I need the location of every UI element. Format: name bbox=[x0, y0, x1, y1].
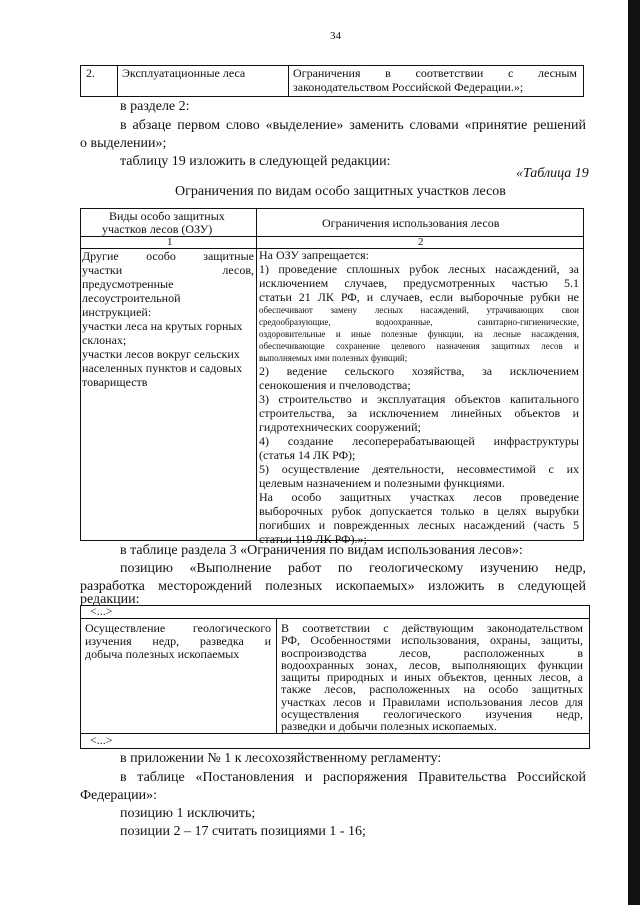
table19-col2-line: оздоровительные и иные полезные функции, на лесные насаждения, bbox=[259, 329, 579, 339]
table19-col2-line: 5) осуществление деятельности, несовместимой с их bbox=[259, 462, 579, 476]
table19-col2-line: На ОЗУ запрещается: bbox=[259, 248, 369, 262]
table19-col1-line: населенных пунктов и садовых bbox=[82, 361, 243, 375]
table19-col2-line: гидротехнических сооружений; bbox=[259, 420, 421, 434]
top-row-number: 2. bbox=[86, 66, 95, 80]
table19-col2-line: статьи 119 ЛК РФ).»; bbox=[259, 532, 367, 546]
table19-col1-line: предусмотренные bbox=[82, 277, 174, 291]
geo-col1-line: изучения недр, разведка и bbox=[85, 634, 271, 648]
geo-col2-line: водоохранных зонах, лесов, выполняющих функции bbox=[281, 657, 583, 672]
geo-col1-cell bbox=[85, 622, 271, 661]
table19-header-col1-line2: участков лесов (ОЗУ) bbox=[102, 222, 213, 236]
top-row-divider-2 bbox=[288, 65, 289, 97]
top-row-restriction-line1: Ограничения в соответствии с лесным bbox=[293, 66, 577, 80]
table19-col2-line: обеспечивающие сохранение целевого назначения защитных лесов и bbox=[259, 341, 579, 351]
table19-col2-line: строительства, за исключением линейных объектов и bbox=[259, 406, 579, 420]
geo-table-col-divider bbox=[276, 618, 277, 733]
table19-col2-line: средообразующие, водоохранные, санитарно-гигиенические, bbox=[259, 317, 579, 327]
top-row-restriction-line2: законодательством Российской Федерации.»; bbox=[293, 80, 524, 94]
table19-col2-line: сенокошения и пчеловодства; bbox=[259, 378, 411, 392]
table19-col1-line: Другие особо защитные bbox=[82, 249, 254, 263]
geo-col2-line: также лесов, расположенных на особо защитных bbox=[281, 682, 583, 697]
table19-col2-line: (статья 14 ЛК РФ); bbox=[259, 448, 356, 462]
table19-title: Ограничения по видам особо защитных участков лесов bbox=[175, 184, 506, 199]
geo-col2-line: РФ, Особенностями использования, охраны, защиты, bbox=[281, 633, 583, 648]
table19-header-rule bbox=[80, 236, 584, 237]
table19-col1-cell bbox=[82, 249, 254, 389]
table19-col2-line: выборочных рубок допускается только в целях вырубки bbox=[259, 504, 579, 518]
section3-line2: позицию «Выполнение работ по геологическому изучению недр, bbox=[120, 561, 586, 576]
table19-col2-line: целевым назначением и полезными функциями. bbox=[259, 476, 505, 490]
table19-col2-line: 1) проведение сплошных рубок лесных насаждений, за bbox=[259, 262, 579, 276]
table19-col-divider bbox=[256, 208, 257, 541]
geo-col1-line: Осуществление геологического bbox=[85, 621, 271, 635]
table19-col1-line: участки лесов вокруг сельских bbox=[82, 347, 240, 361]
appendix-line2: в таблице «Постановления и распоряжения Правительства Российской bbox=[120, 770, 586, 785]
appendix-line4: позицию 1 исключить; bbox=[120, 806, 256, 821]
table19-col1-line: участки лесов, bbox=[82, 263, 254, 277]
geo-table-ellipsis-top: <...> bbox=[90, 604, 113, 618]
page-number: 34 bbox=[330, 30, 341, 42]
table19-col2-line: погибших и поврежденных лесных насаждений (часть 5 bbox=[259, 518, 579, 532]
top-row-name: Эксплуатационные леса bbox=[122, 66, 246, 80]
table19-col1-line: участки леса на крутых горных bbox=[82, 319, 243, 333]
geo-col2-line: В соответствии с действующим законодательством bbox=[281, 621, 583, 635]
geo-col2-cell bbox=[281, 622, 583, 733]
table19-col1-line: товариществ bbox=[82, 375, 148, 389]
geo-col2-line: осуществления геологического изучения недр, bbox=[281, 707, 583, 722]
table19-col2-line: 3) строительство и эксплуатация объектов капитального bbox=[259, 392, 579, 406]
scan-edge-bar bbox=[628, 0, 640, 905]
table19-col2-line: статьи 21 ЛК РФ, и случаев, если выборочные рубки не bbox=[259, 290, 579, 304]
table19-col2-line: 2) ведение сельского хозяйства, за исключением bbox=[259, 364, 579, 378]
table19-num-col1: 1 bbox=[167, 236, 173, 248]
geo-col1-line: добыча полезных ископаемых bbox=[85, 647, 240, 661]
table19-col1-line: склонах; bbox=[82, 333, 127, 347]
section3-line3: разработка месторождений полезных ископаемых» изложить в следующей bbox=[80, 579, 586, 594]
geo-col2-line: воспроизводства лесов, расположенных в bbox=[281, 645, 583, 660]
table19-col1-line: лесоустроительной bbox=[82, 291, 181, 305]
table19-col2-line: 4) создание лесоперерабатывающей инфраструктуры bbox=[259, 434, 579, 448]
table19-num-col2: 2 bbox=[418, 236, 424, 248]
table19-col1-line: инструкцией: bbox=[82, 305, 152, 319]
top-row-divider-1 bbox=[117, 65, 118, 97]
section2-para1-line1: в абзаце первом слово «выделение» заменить словами «принятие решений bbox=[120, 118, 586, 133]
geo-table-bottom-rule bbox=[80, 733, 590, 734]
section3-line1: в таблице раздела 3 «Ограничения по видам использования лесов»: bbox=[120, 543, 523, 558]
appendix-line5: позиции 2 – 17 считать позициями 1 - 16; bbox=[120, 824, 366, 839]
table19-col2-line: обеспечивают замену лесных насаждений, утрачивающих свои bbox=[259, 305, 579, 315]
section2-heading: в разделе 2: bbox=[120, 99, 190, 114]
appendix-line1: в приложении № 1 к лесохозяйственному регламенту: bbox=[120, 751, 442, 766]
geo-col2-line: разведки и добычи полезных ископаемых. bbox=[281, 719, 497, 734]
table19-col2-line: исключением случаев, предусмотренных частью 5.1 bbox=[259, 276, 579, 290]
table19-col2-line: На особо защитных участках лесов проведение bbox=[259, 490, 579, 504]
geo-col2-line: участках лесов и Правилами использования лесов для bbox=[281, 694, 583, 709]
table19-label: «Таблица 19 bbox=[516, 166, 589, 181]
section3-line4: редакции: bbox=[80, 592, 140, 607]
geo-table-top-rule bbox=[80, 618, 590, 619]
geo-col2-line: защиты природных и иных объектов, ценных лесов, а bbox=[281, 670, 583, 685]
section2-para2: таблицу 19 изложить в следующей редакции: bbox=[120, 154, 391, 169]
appendix-line3: Федерации»: bbox=[80, 788, 158, 803]
table19-header-col2: Ограничения использования лесов bbox=[322, 216, 500, 230]
table19-col2-cell bbox=[259, 249, 579, 546]
section2-para1-line2: о выделении»; bbox=[80, 136, 167, 151]
table19-col2-line: выполняемых ими полезных функций; bbox=[259, 353, 408, 363]
table19-header-col1-line1: Виды особо защитных bbox=[109, 209, 225, 223]
geo-table-ellipsis-bottom: <...> bbox=[90, 733, 113, 747]
